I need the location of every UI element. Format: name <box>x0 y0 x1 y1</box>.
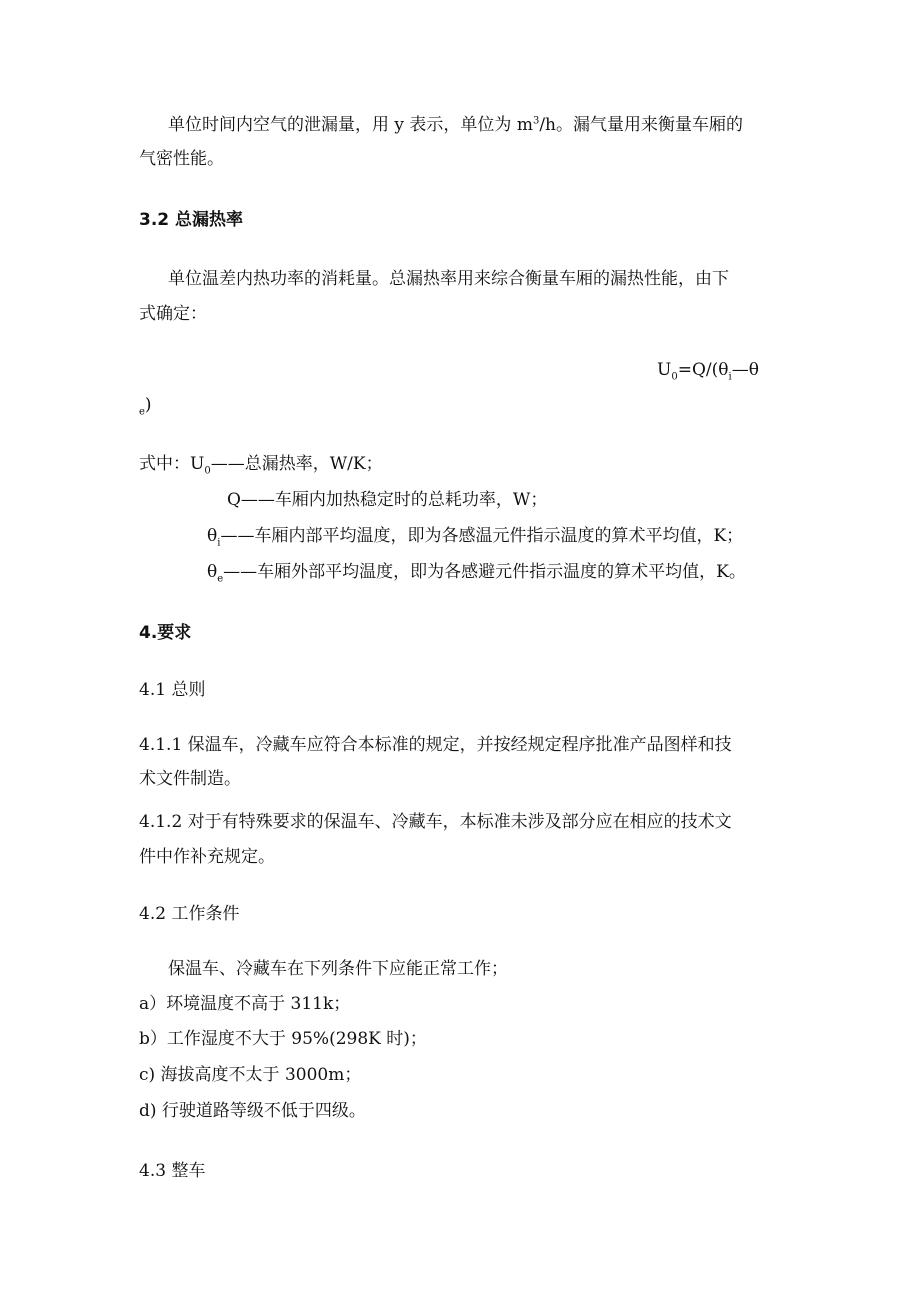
clause-4-1-2-line-2: 件中作补充规定。 <box>139 847 275 867</box>
formula-symbol: ) <box>144 395 152 415</box>
subscript: e <box>217 573 224 585</box>
definition-theta-e <box>207 560 746 584</box>
superscript: 3 <box>532 115 540 127</box>
text: ——总漏热率，W/K； <box>210 454 383 474</box>
paragraph-leakage-line-2: 气密性能。 <box>139 149 224 169</box>
definition-theta-i <box>207 524 743 548</box>
section-heading-3-2: 3.2 总漏热率 <box>139 210 244 230</box>
section-heading-4-2: 4.2 工作条件 <box>139 904 240 924</box>
paragraph-heat-loss-line-1: 单位温差内热功率的消耗量。总漏热率用来综合衡量车厢的漏热性能，由下 <box>168 269 729 289</box>
list-item: c) 海拔高度不太于 3000m； <box>139 1065 362 1085</box>
formula-symbol: =Q/(θ <box>677 360 729 380</box>
paragraph-heat-loss-line-2: 式确定： <box>139 304 207 324</box>
list-item: a）环境温度不高于 311k； <box>139 994 351 1014</box>
formula-continuation <box>139 393 152 417</box>
text: θ <box>207 562 218 582</box>
subscript: e <box>139 406 145 418</box>
text: ——车厢内部平均温度，即为各感温元件指示温度的算术平均值，K； <box>220 526 744 546</box>
paragraph-leakage-line-1 <box>168 113 743 137</box>
subscript: 0 <box>204 465 211 477</box>
section-heading-4-3: 4.3 整车 <box>139 1161 206 1181</box>
text: 式中：U <box>139 454 205 474</box>
subscript: i <box>728 371 732 383</box>
section-heading-4-1: 4.1 总则 <box>139 680 206 700</box>
formula-symbol: U <box>657 360 672 380</box>
work-conditions-intro: 保温车、冷藏车在下列条件下应能正常工作； <box>168 959 508 979</box>
definition-u0 <box>139 452 383 476</box>
subscript: 0 <box>671 371 678 383</box>
clause-4-1-2-line-1: 4.1.2 对于有特殊要求的保温车、冷藏车，本标准未涉及部分应在相应的技术文 <box>139 812 732 832</box>
list-item: d) 行驶道路等级不低于四级。 <box>139 1101 366 1121</box>
text: /h。漏气量用来衡量车厢的 <box>539 115 743 135</box>
formula-symbol: —θ <box>731 360 759 380</box>
clause-4-1-1-line-1: 4.1.1 保温车，冷藏车应符合本标准的规定，并按经规定程序批准产品图样和技 <box>139 735 732 755</box>
definition-q: Q——车厢内加热稳定时的总耗功率，W； <box>227 490 548 510</box>
list-item: b）工作湿度不大于 95%(298K 时)； <box>139 1029 427 1049</box>
text: 单位时间内空气的泄漏量，用 y 表示，单位为 m <box>168 115 533 135</box>
text: θ <box>207 526 218 546</box>
subscript: i <box>217 537 221 549</box>
clause-4-1-1-line-2: 术文件制造。 <box>139 769 241 789</box>
formula <box>657 358 759 382</box>
section-heading-4: 4.要求 <box>139 623 192 643</box>
text: ——车厢外部平均温度，即为各感避元件指示温度的算术平均值，K。 <box>223 562 746 582</box>
